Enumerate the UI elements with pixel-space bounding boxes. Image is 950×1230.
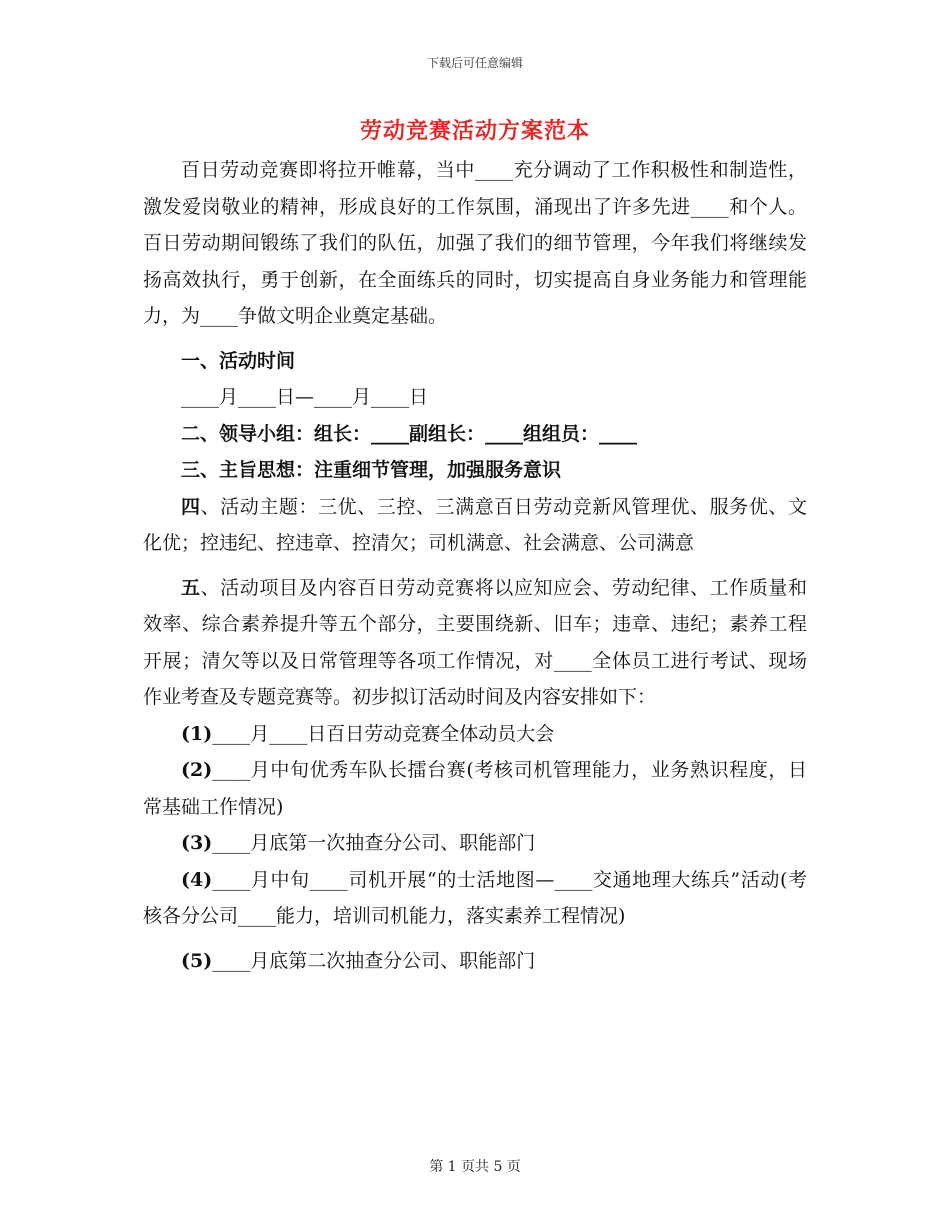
list-item-number: (2) — [181, 759, 213, 781]
document-title: 劳动竞赛活动方案范本 — [359, 118, 590, 144]
list-item-number: (3) — [181, 832, 213, 854]
intro-paragraph: 百日劳动竞赛即将拉开帷幕，当中____充分调动了工作积极性和制造性，激发爱岗敬业的精神，形成良好的工作氛围，涌现出了许多先进____和个人。百日劳动期间锻练了我们的队伍，加强了我们的细节管理，今年我们将继续发扬高效执行，勇于创新，在全面练兵的同时，切实提高自身业务能力和管理能力，为____争做文明企业奠定基础。 — [143, 159, 807, 327]
section-5-content — [143, 570, 807, 716]
list-item-text: ____月中旬优秀车队长擂台赛(考核司机管理能力，业务熟识程度，日常基础工作情况) — [143, 759, 807, 818]
section-2-leadership: 二、领导小组：组长：____副组长：____组组员：____ — [181, 422, 638, 445]
section-3-guiding-idea: 三、主旨思想：注重细节管理，加强服务意识 — [181, 459, 562, 481]
list-item-number: (5) — [181, 949, 213, 972]
list-item-number: (4) — [181, 868, 213, 891]
list-item — [143, 752, 807, 825]
list-item — [143, 862, 807, 935]
list-item-text: ____月中旬____司机开展“的士活地图—____交通地理大练兵”活动(考核各分公司____能力，培训司机能力，落实素养工程情况) — [143, 868, 807, 927]
list-item-text: ____月底第一次抽查分公司、职能部门 — [212, 832, 536, 854]
section-1-heading: 一、活动时间 — [181, 349, 296, 372]
page-number-footer: 第 1 页共 5 页 — [429, 1159, 521, 1175]
list-item — [143, 943, 807, 980]
section-5-number: 五 — [181, 576, 201, 599]
section-4-text: 、活动主题：三优、三控、三满意百日劳动竞新风管理优、服务优、文化优；控违纪、控违章、控清欠；司机满意、社会满意、公司满意 — [143, 495, 807, 554]
section-4-theme — [143, 489, 807, 562]
list-item-text: ____月____日百日劳动竞赛全体动员大会 — [212, 722, 555, 745]
page-header: 下载后可任意编辑 — [426, 56, 523, 70]
section-1-body: ____月____日—____月____日 — [181, 386, 429, 408]
list-item-number: (1) — [181, 722, 213, 745]
list-item — [143, 716, 807, 753]
section-4-number: 四 — [181, 495, 201, 518]
document-body — [143, 152, 807, 979]
list-item — [143, 825, 807, 862]
section-5-text: 、活动项目及内容百日劳动竞赛将以应知应会、劳动纪律、工作质量和效率、综合素养提升等五个部分，主要围绕新、旧车；违章、违纪；素养工程开展；清欠等以及日常管理等各项工作情况，对____全体员工进行考试、现场作业考查及专题竞赛等。初步拟订活动时间及内容安排如下： — [143, 576, 807, 708]
list-item-text: ____月底第二次抽查分公司、职能部门 — [212, 949, 536, 972]
